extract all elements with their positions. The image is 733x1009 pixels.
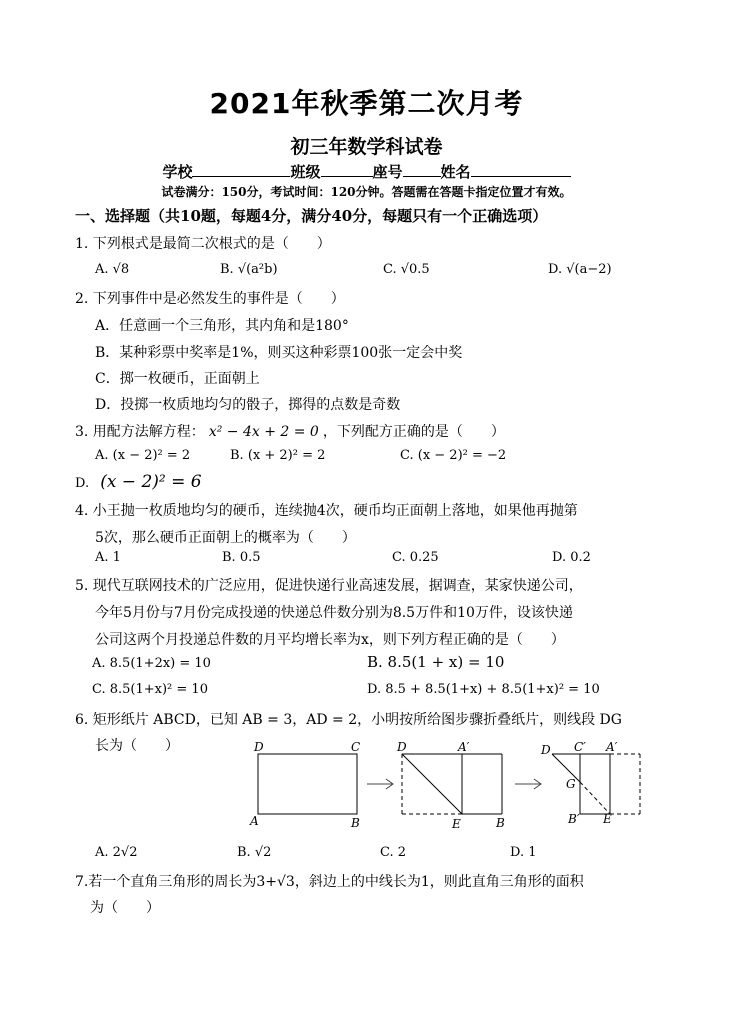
fig1-rectangle (258, 754, 357, 814)
seat-label: 座号 (372, 163, 403, 181)
student-info-line (0, 161, 733, 182)
q2-stem: 2. 下列事件中是必然发生的事件是（ ） (75, 291, 345, 307)
q2-option-c: C．掷一枚硬币，正面朝上 (95, 371, 260, 387)
q3-stem-post: ，下列配方正确的是（ ） (322, 424, 505, 440)
fig1-label-d: D (254, 740, 264, 754)
fig3-label-c-prime: C′ (574, 740, 586, 754)
fig2-folded-shape (402, 754, 502, 814)
q4-stem-line1: 4. 小王抛一枚质地均匀的硬币，连续抛4次，硬币均正面朝上落地，如果他再抛第 (75, 503, 578, 519)
q1-option-c: C. √0.5 (383, 262, 430, 277)
q4-option-a: A. 1 (95, 550, 121, 565)
seat-blank (403, 162, 441, 177)
q4-stem-line2: 5次，那么硬币正面朝上的概率为（ ） (95, 530, 356, 546)
q3-equation: x² − 4x + 2 = 0 (208, 424, 319, 440)
school-blank (192, 162, 290, 177)
q5-option-d: D. 8.5 + 8.5(1+x) + 8.5(1+x)² = 10 (367, 682, 600, 697)
q6-stem-line2: 长为（ ） (95, 738, 179, 754)
class-label: 班级 (290, 163, 321, 181)
q4-option-d: D. 0.2 (552, 550, 591, 565)
name-blank (471, 162, 571, 177)
q6-fold-diagram (240, 735, 660, 835)
q6-stem-line1: 6. 矩形纸片 ABCD，已知 AB = 3，AD = 2，小明按所给图步骤折叠纸片，则线段 DG (75, 712, 622, 728)
fig2-label-a-prime: A′ (458, 740, 470, 754)
fig3-label-e: E (603, 812, 612, 826)
q2-option-a: A．任意画一个三角形，其内角和是180° (95, 318, 349, 334)
fig2-label-d: D (397, 740, 407, 754)
q6-option-a: A. 2√2 (95, 845, 138, 860)
q5-stem-line1: 5. 现代互联网技术的广泛应用，促进快递行业高速发展，据调查，某家快递公司， (75, 578, 583, 594)
fig2-label-b: B (496, 816, 505, 830)
q4-option-b: B. 0.5 (222, 550, 261, 565)
fig1-label-a: A (250, 814, 259, 828)
q5-stem-line2: 今年5月份与7月份完成投递的快递总件数分别为8.5万件和10万件，设该快递 (95, 605, 573, 621)
exam-note: 试卷满分：150分，考试时间：120分钟。答题需在答题卡指定位置才有效。 (161, 185, 572, 199)
class-blank (321, 162, 373, 177)
q1-option-a: A. √8 (95, 262, 130, 277)
exam-title: 2021年秋季第二次月考 (209, 87, 524, 120)
q4-option-c: C. 0.25 (392, 550, 439, 565)
school-label: 学校 (162, 163, 193, 181)
q3-option-d (75, 472, 202, 492)
fig3-label-d: D (541, 743, 551, 757)
q2-option-d: D．投掷一枚质地均匀的骰子，掷得的点数是奇数 (95, 397, 401, 413)
arrow-1-icon (367, 779, 393, 789)
fig1-label-b: B (351, 816, 360, 830)
q1-option-d: D. √(a−2) (548, 262, 612, 277)
q3-option-a: A. (x − 2)² = 2 (95, 448, 191, 463)
q1-stem: 1. 下列根式是最简二次根式的是（ ） (75, 236, 331, 252)
fig3-label-a-prime: A′ (606, 740, 618, 754)
q5-option-c: C. 8.5(1+x)² = 10 (92, 682, 208, 697)
q1-option-b: B. √(a²b) (220, 262, 278, 277)
fig3-label-g: G (566, 777, 576, 791)
q2-option-b: B．某种彩票中奖率是1%，则买这种彩票100张一定会中奖 (95, 345, 463, 361)
q6-option-b: B. √2 (237, 845, 272, 860)
section-title: 一、选择题（共10题，每题4分，满分40分，每题只有一个正确选项） (75, 207, 548, 225)
q7-stem-line1: 7.若一个直角三角形的周长为3+√3，斜边上的中线长为1，则此直角三角形的面积 (75, 874, 584, 890)
q3-option-d-label: D. (75, 476, 90, 491)
q5-option-a: A. 8.5(1+2x) = 10 (92, 656, 211, 671)
q3-option-d-text: (x − 2)² = 6 (100, 472, 202, 492)
q7-stem-line2: 为（ ） (90, 900, 160, 916)
exam-subtitle: 初三年数学科试卷 (290, 136, 443, 158)
name-label: 姓名 (440, 163, 471, 181)
arrow-2-icon (515, 779, 541, 789)
q3-option-c: C. (x − 2)² = −2 (400, 448, 507, 463)
q5-stem-line3: 公司这两个月投递总件数的月平均增长率为x，则下列方程正确的是（ ） (95, 632, 565, 648)
q3-stem (75, 421, 505, 441)
q6-option-d: D. 1 (510, 845, 537, 860)
q3-stem-pre: 3. 用配方法解方程： (75, 424, 205, 440)
fig2-label-e: E (452, 817, 461, 831)
q3-option-b: B. (x + 2)² = 2 (230, 448, 326, 463)
q6-option-c: C. 2 (380, 845, 407, 860)
q5-option-b: B. 8.5(1 + x) = 10 (367, 653, 505, 671)
fig3-label-b-prime: B′ (568, 812, 580, 826)
fig1-label-c: C (351, 740, 361, 754)
